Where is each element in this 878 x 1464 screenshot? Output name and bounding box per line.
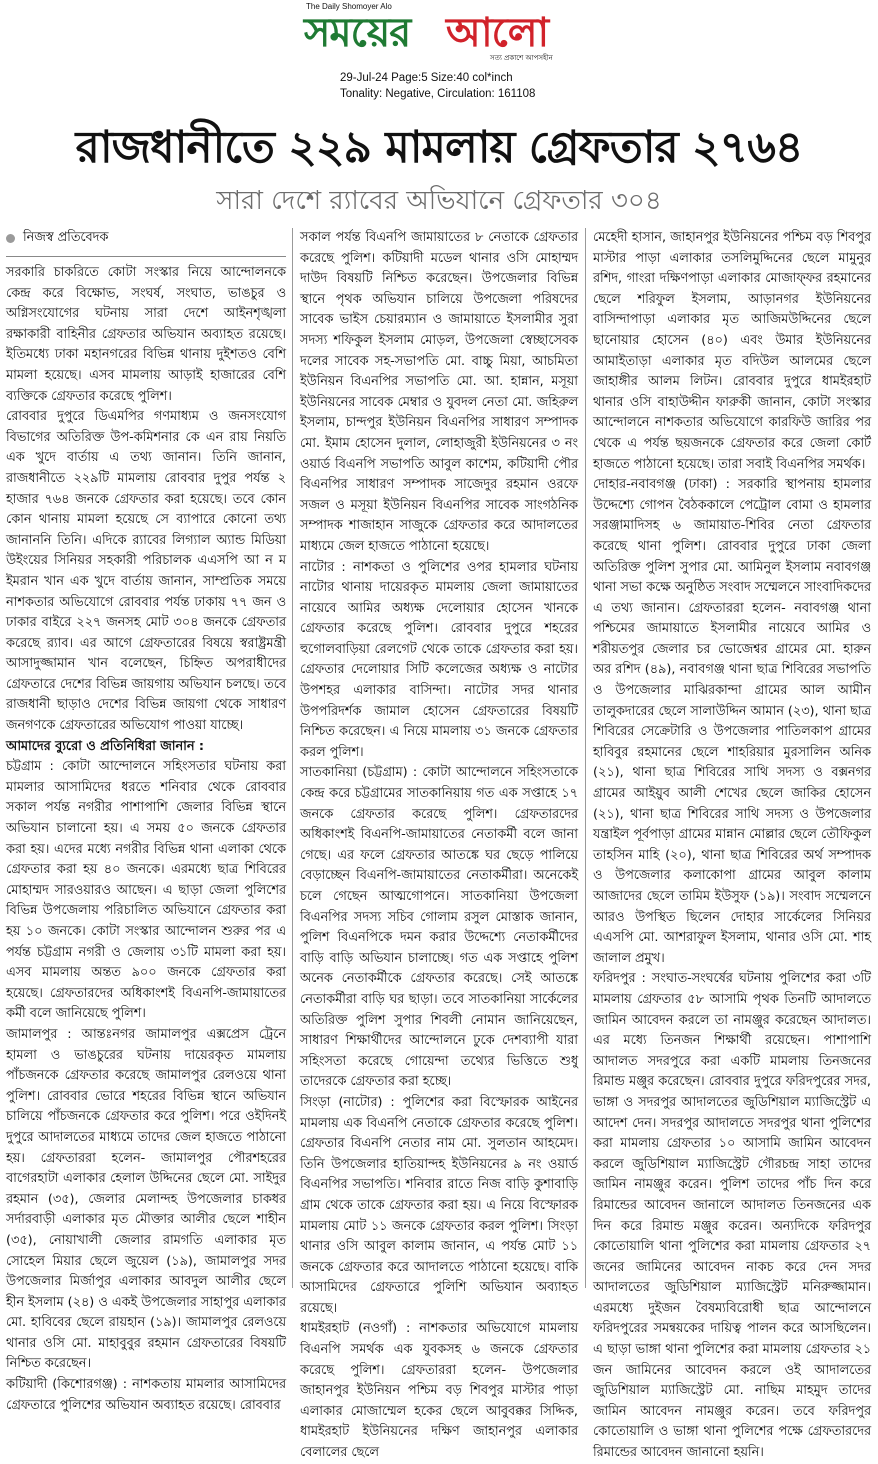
column-divider: [585, 228, 586, 1288]
paragraph: সাতকানিয়া (চট্টগ্রাম) : কোটা আন্দোলনে সহিংসতাকে কেন্দ্র করে চট্টগ্রামের সাতকানিয়ায় গত এক সপ্তাহে ১৭ জনকে গ্রেফতার করেছে পুলিশ। গ্রেফতারদের অধিকাংশই বিএনপি-জামায়াতের নেতাকর্মী বলে জানা গেছে। এর ফলে গ্রেফতার আতঙ্কে ঘর ছেড়ে পালিয়ে বেড়াচ্ছেন বিএনপি-জামায়াতের নেতাকর্মীরা। অনেকেই চলে গেছেন আত্মগোপনে। সাতকানিয়া উপজেলা বিএনপির সদস্য সচিব গোলাম রসুল মোস্তাক জানান, পুলিশ বিএনপিকে দমন করার উদ্দেশ্যে নেতাকর্মীদের বাড়ি বাড়ি অভিযান চালাচ্ছে। গত এক সপ্তাহে পুলিশ অনেক নেতাকর্মীকে গ্রেফতার করেছে। সেই আতঙ্কে নেতাকর্মীরা বাড়ি ঘর ছাড়া। তবে সাতকানিয়া সার্কেলের অতিরিক্ত পুলিশ সুপার শিবলী নোমান জানিয়েছেন, সাধারণ শিক্ষার্থীদের আন্দোলনে ঢুকে দেশব্যাপী যারা সহিংসতা করেছে গোয়েন্দা তথ্যের ভিত্তিতে শুধু তাদেরকে গ্রেফতার করা হচ্ছে।: [300, 765, 578, 1090]
byline-text: নিজস্ব প্রতিবেদক: [23, 229, 109, 245]
english-name: The Daily Shomoyer Alo: [306, 2, 392, 11]
article-column-1: [6, 228, 286, 1413]
logo-part-right: আলো: [446, 10, 549, 56]
headline: রাজধানীতে ২২৯ মামলায় গ্রেফতার ২৭৬৪: [75, 122, 803, 173]
subheadline: সারা দেশে র‌্যাবের অভিযানে গ্রেফতার ৩০৪: [216, 186, 662, 216]
paragraph: সকাল পর্যন্ত বিএনপি জামায়াতের ৮ নেতাকে গ্রেফতার করেছে পুলিশ। কটিয়াদী মডেল থানার ওসি মোহাম্মদ দাউদ বিষয়টি নিশ্চিত করেছেন। উপজেলার বিভিন্ন স্থানে পৃথক অভিযান চালিয়ে উপজেলা পরিষদের সাবেক ভাইস চেয়ারম্যান ও জামায়াতে ইসলামীর সুরা সদস্য শফিকুল ইসলাম মোড়ল, উপজেলা স্বেচ্ছাসেবক দলের সাবেক সহ-সভাপতি মো. বাচ্চু মিয়া, আচমিতা ইউনিয়ন বিএনপির সভাপতি মো. আ. হান্নান, মসূয়া ইউনিয়নের সাবেক মেম্বার ও যুবদল নেতা মো. জহিরুল ইসলাম, চান্দপুর ইউনিয়ন বিএনপির সাধারণ সম্পাদক মো. ইমাম হোসেন দুলাল, লোহাজুরী ইউনিয়নের ৩ নং ওয়ার্ড বিএনপি সভাপতি আবুল কাশেম, কটিয়াদী পৌর বিএনপির সাধারণ সম্পাদক সাজেদুর রহমান ওরফে সজল ও মসূয়া ইউনিয়ন বিএনপির সাবেক সাংগঠনিক সম্পাদক শাজাহান সাজুকে গ্রেফতার করে আদালতের মাধ্যমে জেল হাজতে পাঠানো হয়েছে।: [300, 230, 578, 554]
divider: [6, 256, 286, 257]
slogan: সত্য প্রকাশে আপসহীন: [490, 54, 553, 62]
clipping-meta: [340, 70, 535, 102]
paragraph: সরকারি চাকরিতে কোটা সংস্কার নিয়ে আন্দোলনকে কেন্দ্র করে বিক্ষোভ, সংঘর্ষ, সংঘাত, ভাঙচুর ও অগ্নিসংযোগের ঘটনায় সারা দেশে আইনশৃঙ্খলা রক্ষাকারী বাহিনীর গ্রেফতার অভিযান অব্যাহত রয়েছে। ইতিমধ্যে ঢাকা মহানগরের বিভিন্ন থানায় দুইশতও বেশি মামলা হয়েছে। এসব মামলায় আড়াই হাজারের বেশি ব্যক্তিকে গ্রেফতার করেছে পুলিশ।: [6, 265, 286, 404]
paragraph: সিংড়া (নাটোর) : পুলিশের করা বিস্ফোরক আইনের মামলায় এক বিএনপি নেতাকে গ্রেফতার করেছে পুলিশ। গ্রেফতার বিএনপি নেতার নাম মো. সুলতান আহমেদ। তিনি উপজেলার হাতিয়ান্দহ ইউনিয়নের ৯ নং ওয়ার্ড বিএনপির সভাপতি। শনিবার রাতে নিজ বাড়ি কুশাবাড়ি গ্রাম থেকে তাকে গ্রেফতার করা হয়। এ নিয়ে বিস্ফোরক মামলায় মোট ১১ জনকে গ্রেফতার করল পুলিশ। সিংড়া থানার ওসি আবুল কালাম জানান, এ পর্যন্ত মোট ১১ জনকে গ্রেফতার করে আদালতে পাঠানো হয়েছে। বাকি আসামিদের গ্রেফতারে পুলিশি অভিযান অব্যাহত রয়েছে।: [300, 1094, 578, 1316]
paragraph: ফরিদপুর : সংঘাত-সংঘর্ষের ঘটনায় পুলিশের করা ৩টি মামলায় গ্রেফতার ৫৮ আসামি পৃথক তিনটি আদালতে জামিন আবেদন করলে তা নামঞ্জুর করেছেন আদালত। এর মধ্যে তিনজন শিক্ষার্থী রয়েছেন। পাশাপাশি আদালত সদরপুরে করা একটি মামলায় তিনজনের রিমান্ড মঞ্জুর করেছেন। রোববার দুপুরে ফরিদপুরের সদর, ভাঙ্গা ও সদরপুর আদালতের জুডিশিয়াল ম্যাজিস্ট্রেট এ আদেশ দেন। সদরপুর আদালতে সদরপুর থানা পুলিশের করা মামলায় গ্রেফতার ১০ আসামি জামিন আবেদন করলে জুডিশিয়াল ম্যাজিস্ট্রেট গৌরচন্দ্র সাহা তাদের জামিন নামঞ্জুর করেন। পুলিশ তাদের পাঁচ দিন করে রিমান্ডের আবেদন জানালে আদালত তিনজনের এক দিন করে রিমান্ড মঞ্জুর করেন। অন্যদিকে ফরিদপুর কোতোয়ালি থানা পুলিশের করা মামলায় গ্রেফতার ২৭ জনের জামিনের আবেদন নাকচ করে দেন সদর আদালতের জুডিশিয়াল ম্যাজিস্ট্রেট মনিরুজ্জামান। এরমধ্যে দুইজন বৈষম্যবিরোধী ছাত্র আন্দোলনে ফরিদপুরের সমন্বয়কের দায়িত্ব পালন করে আসছিলেন। এ ছাড়া ভাঙ্গা থানা পুলিশের করা মামলায় গ্রেফতার ২১ জন জামিনের আবেদন করলে ওই আদালতের জুডিশিয়াল ম্যাজিস্ট্রেট মো. নাছিম মাহমুদ তাদের জামিন আবেদন নামঞ্জুর করেন। তবে ফরিদপুর কোতোয়ালি ও ভাঙ্গা থানা পুলিশের পক্ষে গ্রেফতারদের রিমান্ডের আবেদন জানানো হয়নি।: [593, 971, 871, 1461]
paragraph: চট্টগ্রাম : কোটা আন্দোলনে সহিংসতার ঘটনায় করা মামলার আসামিদের ধরতে শনিবার থেকে রোববার সকাল পর্যন্ত নগরীর পাশাপাশি জেলার বিভিন্ন স্থানে অভিযান চালানো হয়। এ সময় ৫০ জনকে গ্রেফতার করা হয়। এদের মধ্যে নগরীর বিভিন্ন থানা এলাকা থেকে গ্রেফতার করা হয় ৪০ জনকে। এরমধ্যে ছাত্র শিবিরের মোহাম্মদ সারওয়ারও আছেন। এ ছাড়া জেলা পুলিশের বিভিন্ন উপজেলায় পরিচালিত অভিযানে গ্রেফতার করা হয় ১০ জনকে। কোটা সংস্কার আন্দোলন শুরুর পর এ পর্যন্ত চট্টগ্রাম নগরী ও জেলায় ৩১টি মামলা করা হয়। এসব মামলায় অন্তত ৯০০ জনকে গ্রেফতার করা হয়েছে। গ্রেফতারদের অধিকাংশই বিএনপি-জামায়াতের কর্মী বলে জানিয়েছে পুলিশ।: [6, 759, 286, 1022]
bullet-icon: [6, 234, 15, 243]
logo-part-left: সময়ের: [304, 10, 411, 56]
byline: [6, 228, 286, 248]
masthead: [0, 0, 878, 110]
paragraph: রোববার দুপুরে ডিএমপির গণমাধ্যম ও জনসংযোগ বিভাগের অতিরিক্ত উপ-কমিশনার কে এন রায় নিয়তি এক খুদে বার্তায় এ তথ্য জানান। তিনি জানান, রাজধানীতে ২২৯টি মামলায় রোববার দুপুর পর্যন্ত ২ হাজার ৭৬৪ জনকে গ্রেফতার করা হয়েছে। তবে কোন কোন থানায় মামলা হয়েছে সে ব্যাপারে কোনো তথ্য জানাননি তিনি। এদিকে র‌্যাবের লিগ্যাল অ্যান্ড মিডিয়া উইংয়ের সিনিয়র সহকারী পরিচালক এএসপি আ ন ম ইমরান খান এক খুদে বার্তায় জানান, সাম্প্রতিক সময়ে নাশকতার অভিযোগে রোববার পর্যন্ত ঢাকায় ৭৭ জন ও ঢাকার বাইরে ২২৭ জনসহ মোট ৩০৪ জনকে গ্রেফতার করেছে র‌্যাব। এর আগে গ্রেফতারের বিষয়ে স্বরাষ্ট্রমন্ত্রী আসাদুজ্জামান খান বলেছেন, চিহ্নিত অপরাধীদের গ্রেফতারে দেশের বিভিন্ন জায়গায় অভিযান চলছে। তবে রাজধানী ছাড়াও দেশের বিভিন্ন জায়গা থেকে সাধারণ জনগণকে গ্রেফতারের অভিযোগ পাওয়া যাচ্ছে।: [6, 409, 286, 734]
paragraph: ধামইরহাট (নওগাঁ) : নাশকতার অভিযোগে মামলায় বিএনপি সমর্থক এক যুবকসহ ৬ জনকে গ্রেফতার করেছে পুলিশ। গ্রেফতাররা হলেন- উপজেলার জাহানপুর ইউনিয়ন পশ্চিম বড় শিবপুর মাস্টার পাড়া এলাকার মোজাম্মেল হকের ছেলে আবুবক্কর সিদ্দিক, ধামইরহাট ইউনিয়নের দক্ষিণ জাহানপুর এলাকার বেলালের ছেলে: [300, 1321, 578, 1461]
article-column-2: [300, 228, 578, 1461]
paragraph: নাটোর : নাশকতা ও পুলিশের ওপর হামলার ঘটনায় নাটোর থানায় দায়েরকৃত মামলায় জেলা জামায়াতের নায়েবে আমির অধ্যক্ষ দেলোয়ার হোসেন খানকে গ্রেফতার করেছে পুলিশ। রোববার দুপুরে শহরের হুগোলবাড়িয়া রেলগেট থেকে তাকে গ্রেফতার করা হয়। গ্রেফতার দেলোয়ার সিটি কলেজের অধ্যক্ষ ও নাটোর উপশহর এলাকার বাসিন্দা। নাটোর সদর থানার উপপরিদর্শক জামাল হোসেন গ্রেফতারের বিষয়টি নিশ্চিত করেছেন। এ নিয়ে মামলায় ৩১ জনকে গ্রেফতার করল পুলিশ।: [300, 559, 578, 760]
column-divider: [292, 228, 293, 1288]
newspaper-logo: [304, 8, 586, 58]
article-column-3: [593, 228, 871, 1461]
paragraph: দোহার-নবাবগঞ্জ (ঢাকা) : সরকারি স্থাপনায় হামলার উদ্দেশ্যে গোপন বৈঠককালে পেট্রোল বোমা ও হামলার সরঞ্জামাদিসহ ৬ জামায়াত-শিবির নেতা গ্রেফতার করেছে থানা পুলিশ। রোববার দুপুরে ঢাকা জেলা অতিরিক্ত পুলিশ সুপার মো. আমিনুল ইসলাম নবাবগঞ্জ থানা সভা কক্ষে অনুষ্ঠিত সংবাদ সম্মেলনে সাংবাদিকদের এ তথ্য জানান। গ্রেফতাররা হলেন- নবাবগঞ্জ থানা পশ্চিমের জামায়াতে ইসলামীর নায়েবে আমির ও শরীয়তপুর জেলার চর ভোজেশ্বর গ্রামের মো. হারুন অর রশিদ (৪৯), নবাবগঞ্জ থানা ছাত্র শিবিরের সভাপতি ও উপজেলার মাঝিরকান্দা গ্রামের আল আমীন তালুকদারের ছেলে সালাউদ্দিন আমান (২৩), থানা ছাত্র শিবিরের সেক্রেটারি ও উপজেলার পাতিলকাপ গ্রামের হাবিবুর রহমানের ছেলে শাহরিয়ার মুরসালিন অনিক (২১), থানা ছাত্র শিবিরের সাথি সদস্য ও বক্সনগর গ্রামের আইয়ুব আলী শেখের ছেলে জাকির হোসেন (২১), থানা ছাত্র শিবিরের সাথি সদস্য ও উপজেলার যন্ত্রাইল পূর্বপাড়া গ্রামের মান্নান মোল্লার ছেলে তৌফিকুল তাহসিন মাহি (২০), থানা ছাত্র শিবিরের অর্থ সম্পাদক ও উপজেলার কলাকোপা গ্রামের আবুল কালাম আজাদের ছেলে তামিম ইউসুফ (১৯)। সংবাদ সম্মেলনে আরও উপস্থিত ছিলেন দোহার সার্কেলের সিনিয়র এএসপি মো. আশরাফুল ইসলাম, থানার ওসি মো. শাহ জালাল প্রমুখ।: [593, 477, 871, 966]
paragraph: মেহেদী হাসান, জাহানপুর ইউনিয়নের পশ্চিম বড় শিবপুর মাস্টার পাড়া এলাকার তসলিমুদ্দিনের ছেলে মামুনুর রশিদ, গাংরা দক্ষিণপাড়া এলাকার মোজাফ্ফর রহমানের ছেলে শরিফুল ইসলাম, আড়ানগর ইউনিয়নের বাসিন্দাপাড়া এলাকার মৃত আজিমউদ্দিনের ছেলে ছানোয়ার হোসেন (৪০) এবং উমার ইউনিয়নের আমাইতাড়া এলাকার মৃত বদিউল আলমের ছেলে জাহাঙ্গীর আলম লিটন। রোববার দুপুরে ধামইরহাট থানার ওসি বাহাউদ্দীন ফারুকী জানান, কোটা সংস্কার আন্দোলনে নাশকতার অভিযোগে কারফিউ জারির পর থেকে এ পর্যন্ত ছয়জনকে গ্রেফতার করে জেলা কোর্ট হাজতে পাঠানো হয়েছে। তারা সবাই বিএনপির সমর্থক।: [593, 230, 871, 472]
meta-line-1: 29-Jul-24 Page:5 Size:40 col*inch: [340, 72, 513, 84]
paragraph: জামালপুর : আন্তঃনগর জামালপুর এক্সপ্রেস ট্রেনে হামলা ও ভাঙচুরের ঘটনায় দায়েরকৃত মামলায় পাঁচজনকে গ্রেফতার করেছে জামালপুর রেলওয়ে থানা পুলিশ। রোববার ভোরে শহরের বিভিন্ন স্থানে অভিযান চালিয়ে পাঁচজনকে গ্রেফতার করে পুলিশ। পরে ওইদিনই দুপুরে আদালতের মাধ্যমে তাদের জেল হাজতে পাঠানো হয়। গ্রেফতাররা হলেন- জামালপুর পৌরশহরের বাগেরহাটা এলাকার হেলাল উদ্দিনের ছেলে মো. সাইদুর রহমান (৩৫), জেলার মেলান্দহ উপজেলার চাকধর সর্দারবাড়ী এলাকার মৃত মৌক্তার আলীর ছেলে শাহীন (৩৫), নোয়াখালী জেলার রামগতি এলাকার মৃত সোহেল মিয়ার ছেলে জুয়েল (১৯), জামালপুর সদর উপজেলার মির্জাপুর এলাকার আবদুল আলীর ছেলে হীন ইসলাম (২৪) ও একই উপজেলার সাহাপুর এলাকার মো. হাবিবের ছেলে রায়হান (১৯)। জামালপুর রেলওয়ে থানার ওসি মো. মাহাবুবুর রহমান গ্রেফতারের বিষয়টি নিশ্চিত করেছেন।: [6, 1026, 286, 1372]
paragraph: আমাদের ব্যুরো ও প্রতিনিধিরা জানান :: [6, 738, 205, 754]
meta-line-2: Tonality: Negative, Circulation: 161108: [340, 88, 536, 100]
paragraph: কটিয়াদী (কিশোরগঞ্জ) : নাশকতায় মামলার আসামিদের গ্রেফতারে পুলিশের অভিযান অব্যাহত রয়েছে। রোববার: [6, 1377, 286, 1413]
